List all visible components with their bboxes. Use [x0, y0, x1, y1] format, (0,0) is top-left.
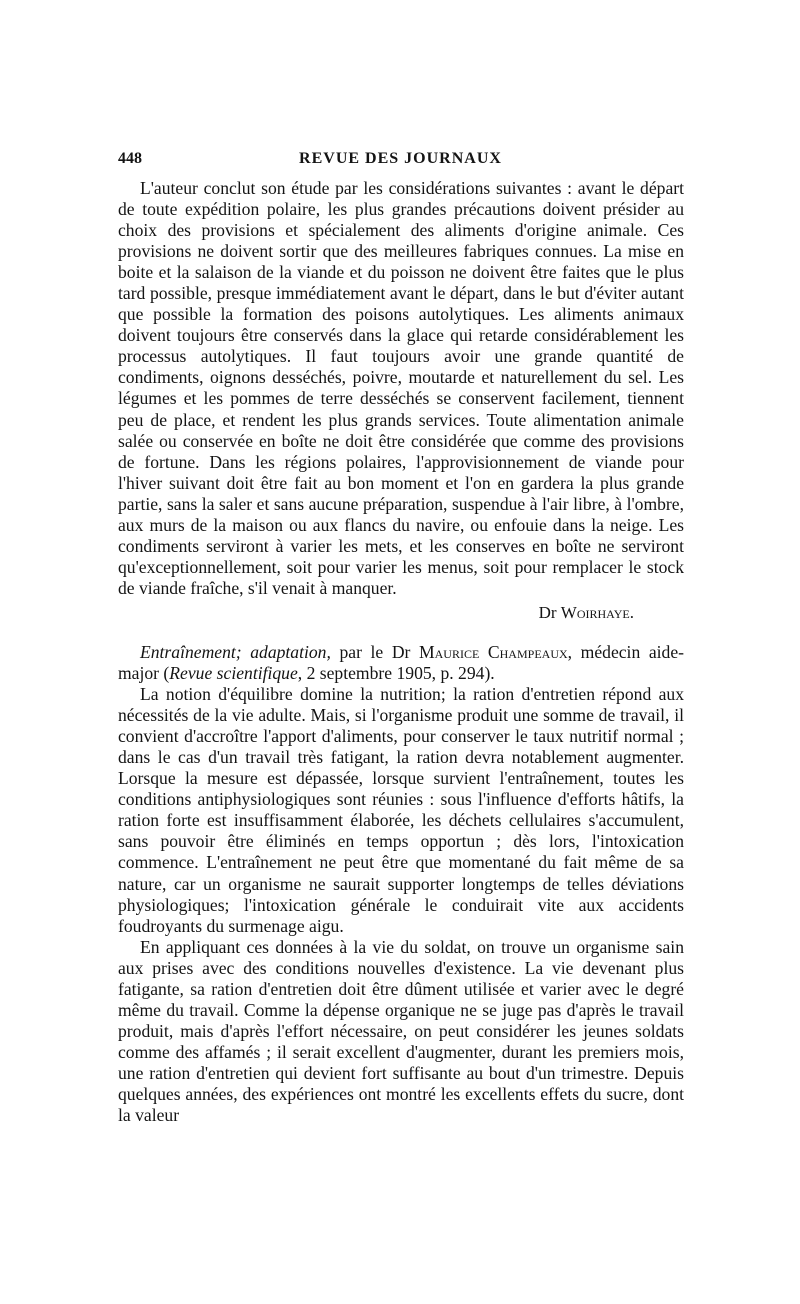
citation-title: Entraînement; adaptation, — [140, 641, 331, 662]
page-body — [118, 178, 684, 1126]
article-conclusion-paragraph: L'auteur conclut son étude par les considérations suivantes : avant le départ de toute expédition polaire, les plus grandes précautions doivent présider au choix des provisions et spécialement des aliments d'origine animale. Ces provisions ne doivent sortir que des meilleures fabriques connues. La mise en boite et la salaison de la viande et du poisson ne doivent être faites que le plus tard possible, presque immédiatement avant le départ, dans le but d'éviter autant que possible la formation des poisons autolytiques. Les aliments animaux doivent toujours être conservés dans la glace qui retarde considérablement les processus autolytiques. Il faut toujours avoir une grande quantité de condiments, oignons desséchés, poivre, moutarde et naturellement du sel. Les légumes et les pommes de terre desséchés se conservent facilement, tiennent peu de place, et rendent les plus grands services. Toute alimentation animale salée ou conservée en boîte ne doit être considérée que comme des provisions de fortune. Dans les régions polaires, l'approvisionnement de viande pour l'hiver suivant doit être fait au bon moment et l'on en gardera la plus grande partie, sans la saler et sans aucune préparation, suspendue à l'air libre, à l'ombre, aux murs de la maison ou aux flancs du navire, ou enfouie dans la neige. Les condiments serviront à varier les mets, et les conserves en boîte ne serviront qu'exceptionnellement, soit pour varier les menus, soit pour remplacer le stock de viande fraîche, s'il venait à manquer. — [118, 178, 684, 598]
author-signature — [118, 602, 684, 623]
citation-reference: , 2 septembre 1905, p. 294). — [297, 663, 495, 684]
signature-prefix: Dr — [538, 602, 557, 622]
soldier-paragraph: En appliquant ces données à la vie du soldat, on trouve un organisme sain aux prises avec des conditions nouvelles d'existence. La vie devenant plus fatigante, sa ration d'entretien doit être dûment utilisée et varier avec le degré même du travail. Comme la dépense organique ne se juge pas d'après le travail produit, mais d'après l'effort nécessaire, on peut considérer les jeunes soldats comme des affamés ; il serait excellent d'augmenter, durant les premiers mois, une ration d'entretien qui devient fort suffisante au bout d'un trimestre. Depuis quelques années, des expériences ont montré les excellents effets du sucre, dont la valeur — [118, 936, 684, 1126]
article-citation — [118, 642, 684, 684]
section-gap — [118, 623, 684, 642]
signature-name: Woirhaye. — [560, 602, 634, 622]
running-title: REVUE DES JOURNAUX — [299, 150, 502, 167]
citation-author: Maurice Champeaux — [419, 641, 568, 662]
citation-journal: Revue scientifique — [169, 663, 298, 684]
citation-role: , médecin aide-major ( — [118, 641, 685, 684]
page-number: 448 — [118, 150, 142, 167]
nutrition-paragraph: La notion d'équilibre domine la nutrition; la ration d'entretien répond aux nécessités de la vie adulte. Mais, si l'organisme produit une somme de travail, il convient d'accroître l'apport d'aliments, pour conserver le taux nutritif normal ; dans le cas d'un travail très fatigant, la ration devra notablement augmenter. Lorsque la mesure est dépassée, lorsque survient l'entraînement, toutes les conditions antiphysiologiques sont réunies : sous l'influence d'efforts hâtifs, la ration forte est insuffisamment élaborée, les déchets cellulaires s'accumulent, sans pouvoir être éliminés en temps opportun ; dès lors, l'intoxication commence. L'entraînement ne peut être que momentané du fait même de sa nature, car un organisme ne saurait supporter longtemps de telles déviations physiologiques; l'intoxication générale le conduirait vite aux accidents foudroyants du surmenage aigu. — [118, 684, 684, 936]
citation-by: par le Dr — [330, 641, 419, 662]
page-header — [118, 150, 683, 174]
